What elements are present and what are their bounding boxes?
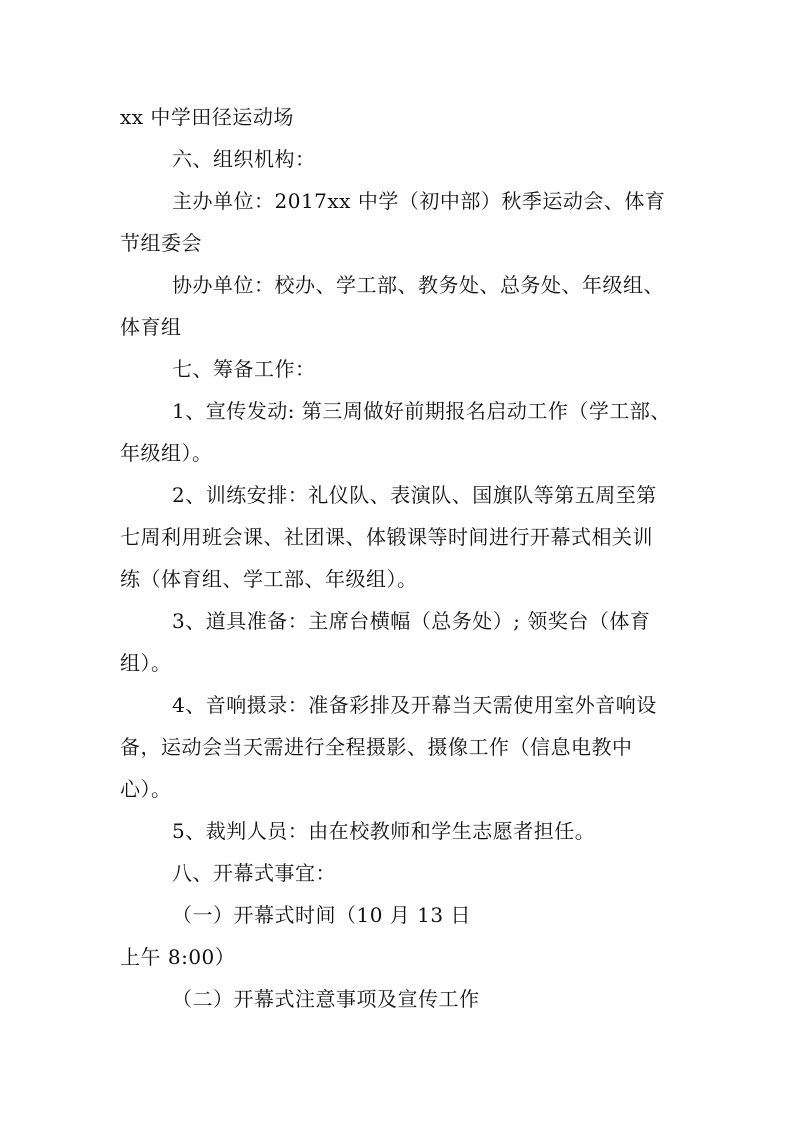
prep-item-4-line-2: 备，运动会当天需进行全程摄影、摄像工作（信息电教中 bbox=[120, 735, 633, 759]
prep-item-2-line-1: 2、训练安排：礼仪队、表演队、国旗队等第五周至第 bbox=[172, 483, 657, 507]
section-eight-heading: 八、开幕式事宜： bbox=[172, 861, 336, 885]
opening-time-line-2: 上午 8:00） bbox=[120, 945, 236, 969]
prep-item-4-line-3: 心）。 bbox=[120, 777, 172, 801]
co-organizer-line-1: 协办单位：校办、学工部、教务处、总务处、年级组、 bbox=[172, 273, 664, 297]
section-six-heading: 六、组织机构： bbox=[172, 147, 316, 171]
prep-item-2-line-2: 七周利用班会课、社团课、体锻课等时间进行开幕式相关训 bbox=[120, 525, 653, 549]
organizer-line-2: 节组委会 bbox=[120, 231, 202, 255]
prep-item-1-line-2: 年级组）。 bbox=[120, 441, 213, 465]
prep-item-4-line-1: 4、音响摄录：准备彩排及开幕当天需使用室外音响设 bbox=[172, 693, 657, 717]
prep-item-3-line-2: 组）。 bbox=[120, 651, 172, 675]
section-seven-heading: 七、筹备工作： bbox=[172, 357, 316, 381]
prep-item-1-line-1: 1、宣传发动: 第三周做好前期报名启动工作（学工部、 bbox=[172, 399, 671, 423]
opening-time-line-1: （一）开幕式时间（10 月 13 日 bbox=[172, 903, 471, 927]
venue-line: xx 中学田径运动场 bbox=[120, 105, 294, 129]
prep-item-5-line: 5、裁判人员：由在校教师和学生志愿者担任。 bbox=[172, 819, 596, 843]
prep-item-2-line-3: 练（体育组、学工部、年级组）。 bbox=[120, 567, 418, 591]
organizer-line-1: 主办单位：2017xx 中学（初中部）秋季运动会、体育 bbox=[172, 189, 666, 213]
prep-item-3-line-1: 3、道具准备：主席台横幅（总务处）; 领奖台（体育 bbox=[172, 609, 651, 633]
opening-notes-heading: （二）开幕式注意事项及宣传工作 bbox=[172, 987, 480, 1011]
co-organizer-line-2: 体育组 bbox=[120, 315, 182, 339]
